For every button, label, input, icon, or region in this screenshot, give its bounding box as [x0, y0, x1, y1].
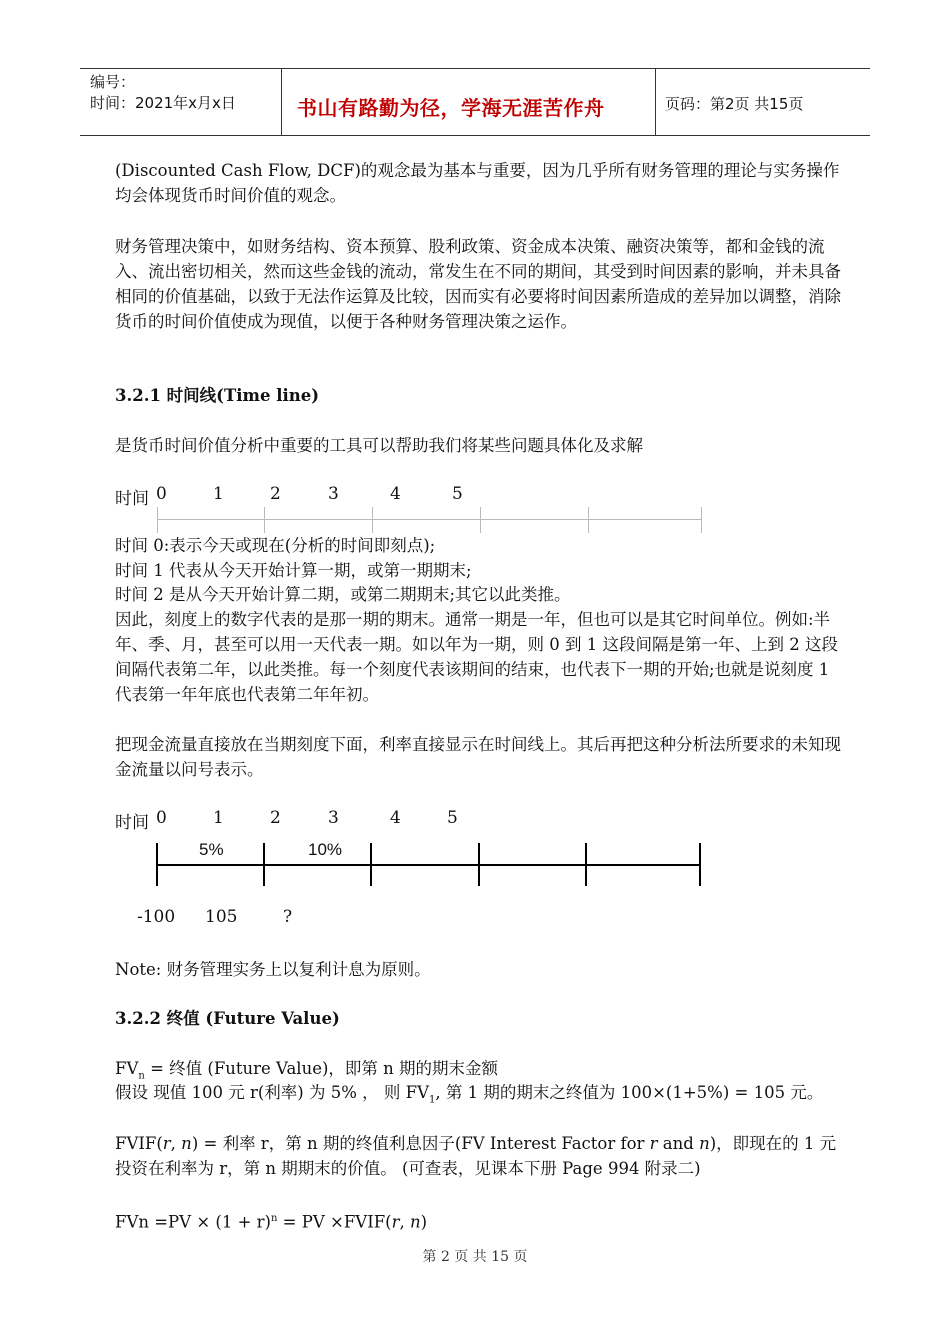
timeline-1-mark [264, 507, 265, 533]
timeline-1-tick-5: 5 [452, 484, 463, 504]
timeline-1-tick-4: 4 [390, 484, 401, 504]
timeline-1-label: 时间 [115, 489, 149, 509]
timeline-1-mark [701, 507, 702, 533]
fvif-c: )，即现在的 1 元投资在利率为 r，第 n 期期末的价值。 (可查表，见课本下册 Page 994 附录二) [115, 1134, 837, 1178]
header-divider-2 [655, 68, 656, 135]
timeline-1-axis [157, 519, 702, 520]
fvif-and: and [657, 1134, 700, 1153]
timeline-2-tick-0: 0 [156, 808, 167, 828]
timeline-2-mark [156, 843, 158, 886]
timeline-1-mark [588, 507, 589, 533]
timeline-2-tick-5: 5 [447, 808, 458, 828]
timeline-1-tick-2: 2 [270, 484, 281, 504]
note-line: Note: 财务管理实务上以复利计息为原则。 [115, 960, 431, 979]
timeline-2-mark [263, 843, 265, 886]
header-number-label: 编号： [90, 73, 136, 91]
timeline-1-tick-0: 0 [156, 484, 167, 504]
page-footer: 第 2 页 共 15 页 [422, 1249, 528, 1265]
header-time-label: 时间：2021年x月x日 [90, 94, 236, 112]
timeline-2-tick-1: 1 [213, 808, 224, 828]
timeline-2-mark [370, 843, 372, 886]
fv-example [115, 1080, 845, 1112]
header-top-border [80, 68, 870, 69]
timeline-2-rate-period-1: 5% [199, 840, 224, 859]
formula-n: n [409, 1212, 421, 1232]
formula-a: FVn =PV × (1 + r) [115, 1212, 271, 1232]
header-divider-1 [281, 68, 282, 135]
timeline-2-cashflow-2: ? [283, 907, 293, 927]
fvif-n2: n [699, 1134, 710, 1153]
fvn-desc: = 终值 (Future Value)，即第 n 期的期末金额 [144, 1059, 499, 1078]
timeline-2-rate-period-2: 10% [308, 840, 343, 859]
timeline-2-tick-3: 3 [328, 808, 339, 828]
timeline-1-mark [480, 507, 481, 533]
fvif-r2: r [649, 1134, 658, 1153]
timeline-1-tick-1: 1 [213, 484, 224, 504]
cashflow-description: 把现金流量直接放在当期刻度下面，利率直接显示在时间线上。其后再把这种分析法所要求的未知现金流量以问号表示。 [115, 735, 841, 779]
fvif-r: r [162, 1134, 171, 1153]
formula-b: = PV ×FVIF( [277, 1212, 392, 1232]
timeline-description: 是货币时间价值分析中重要的工具可以帮助我们将某些问题具体化及求解 [115, 436, 643, 455]
timeline-2-cashflow-1: 105 [205, 907, 238, 927]
timeline-2-tick-2: 2 [270, 808, 281, 828]
fvif-comma: , [170, 1134, 182, 1153]
fvif-b: ) = 利率 r，第 n 期的终值利息因子(FV Interest Factor for [191, 1134, 650, 1153]
fvn-symbol: FV [115, 1059, 139, 1078]
timeline-1-mark [372, 507, 373, 533]
intro-paragraph-2: 财务管理决策中，如财务结构、资本预算、股利政策、资金成本决策、融资决策等，都和金钱的流入、流出密切相关，然而这些金钱的流动，常发生在不同的期间，其受到时间因素的影响，并未具备相同的价值基础，以致于无法作运算及比较，因而实有必要将时间因素所造成的差异加以调整，消除货币的时间价值使成为现值，以便于各种财务管理决策之运作。 [115, 237, 841, 331]
timeline-2-mark [699, 843, 701, 886]
formula-c: ) [420, 1212, 428, 1232]
timeline-explanation: 因此，刻度上的数字代表的是那一期的期末。通常一期是一年，但也可以是其它时间单位。例如:半年、季、月，甚至可以用一天代表一期。如以年为一期，则 0 到 1 这段间隔是第一年、上到 2 这段间隔代表第二年，以此类推。每一个刻度代表该期间的结束，也代表下一期的开始;也就是说刻度 1 代表第一年年底也代表第二年年初。 [115, 610, 838, 704]
fvif-a: FVIF( [115, 1134, 163, 1153]
header-page-info: 页码：第2页 共15页 [665, 95, 804, 113]
header-bottom-border [80, 135, 870, 136]
timeline-1-tick-3: 3 [328, 484, 339, 504]
intro-paragraph-1: (Discounted Cash Flow, DCF)的观念最为基本与重要，因为几乎所有财务管理的理论与实务操作均会体现货币时间价值的观念。 [115, 161, 840, 205]
fv-formula [115, 1206, 845, 1235]
timeline-2-cashflow-0: -100 [137, 907, 176, 927]
fv-example-subscript: 1 [429, 1094, 436, 1106]
formula-sup: n [270, 1213, 278, 1224]
fv-example-a: 假设 现值 100 元 r(利率) 为 5% ， 则 FV [115, 1083, 429, 1102]
timeline-2-mark [478, 843, 480, 886]
section-322-title: 3.2.2 终值 (Future Value) [115, 1009, 340, 1028]
formula-comma: , [399, 1212, 410, 1232]
section-321-title: 3.2.1 时间线(Time line) [115, 386, 320, 405]
fvif-definition [115, 1131, 845, 1181]
fv-example-b: , 第 1 期的期末之终值为 100×(1+5%) = 105 元。 [435, 1083, 824, 1102]
timeline-2-tick-4: 4 [390, 808, 401, 828]
time-1-line: 时间 1 代表从今天开始计算一期，或第一期期末; [115, 561, 472, 580]
fvn-subscript: n [138, 1070, 145, 1082]
fvif-n: n [181, 1134, 192, 1153]
time-0-line: 时间 0:表示今天或现在(分析的时间即刻点); [115, 536, 436, 555]
timeline-1-mark [157, 507, 158, 533]
timeline-2-label: 时间 [115, 813, 149, 833]
formula-r: r [391, 1212, 400, 1232]
timeline-2-axis [157, 864, 701, 866]
header-motto: 书山有路勤为径，学海无涯苦作舟 [297, 96, 605, 120]
time-2-line: 时间 2 是从今天开始计算二期，或第二期期末;其它以此类推。 [115, 585, 571, 604]
timeline-2-mark [585, 843, 587, 886]
